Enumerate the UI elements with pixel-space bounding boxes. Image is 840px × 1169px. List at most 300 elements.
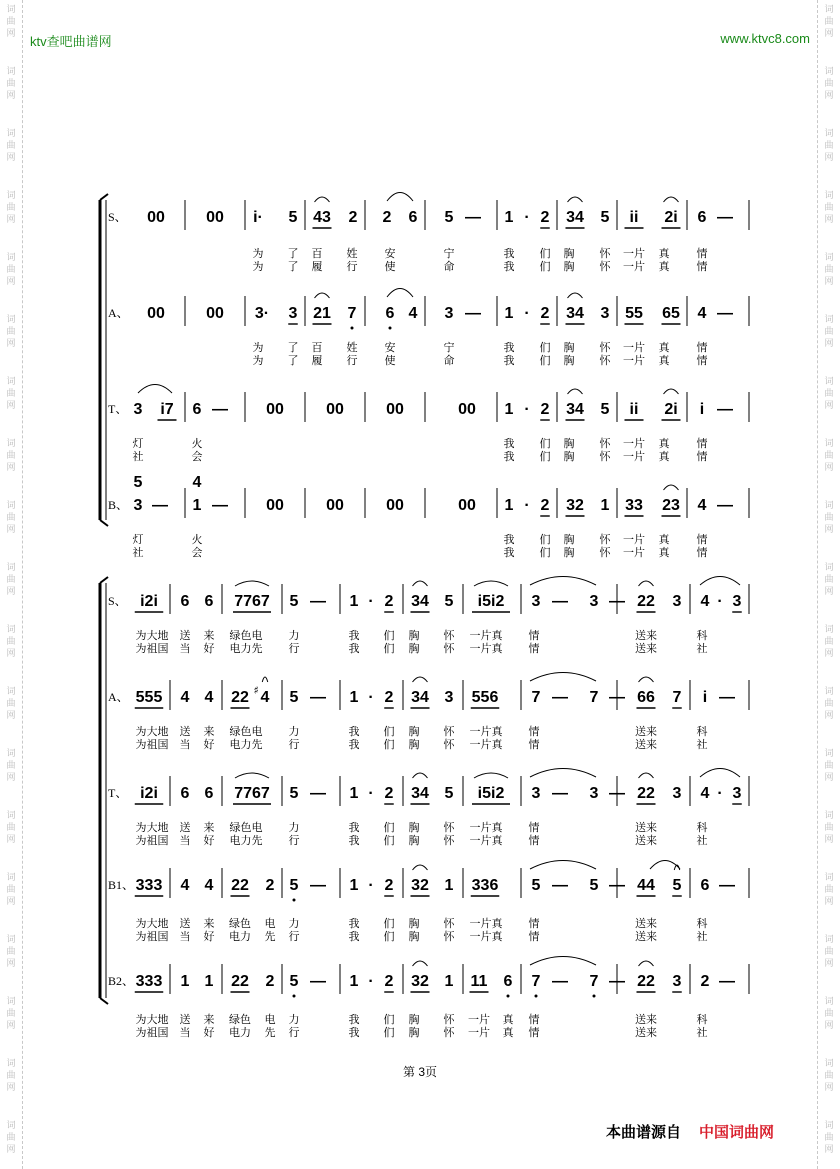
watermark-char: 曲: [6, 451, 16, 461]
jianpu-note: 1: [504, 401, 514, 418]
source-site-link[interactable]: 中国词曲网: [699, 1123, 775, 1141]
source-credit: [606, 1121, 774, 1142]
lyric-syllable: 为大地: [135, 917, 169, 930]
lyric-syllable: 胸: [408, 930, 420, 943]
lyric-syllable: 来: [203, 725, 215, 738]
watermark-char: 曲: [6, 575, 16, 585]
lyric-syllable: 科: [696, 1013, 708, 1026]
watermark-char: 词: [824, 439, 834, 449]
watermark-char: 词: [824, 191, 834, 201]
jianpu-note: 6: [204, 593, 214, 610]
lyric-syllable: 来: [203, 917, 215, 930]
lyric-syllable: 胸: [408, 834, 420, 847]
jianpu-note: 7767: [234, 785, 270, 802]
lyric-syllable: 为祖国: [135, 834, 169, 847]
lyric-syllable: 怀: [443, 629, 455, 642]
lyric-syllable: 行: [288, 1026, 300, 1039]
sustain-dash: —: [719, 689, 735, 706]
watermark-char: 词: [824, 625, 834, 635]
jianpu-note: ·: [524, 209, 530, 226]
jianpu-note: 00: [206, 305, 224, 322]
jianpu-note: 3: [444, 689, 454, 706]
lyric-syllable: 们: [383, 930, 395, 943]
lyric-syllable: 灯: [132, 437, 144, 450]
lyric-syllable: 了: [287, 247, 299, 260]
jianpu-note: ·: [368, 785, 374, 802]
lyric-syllable: 一片真: [469, 917, 503, 930]
voice-label: B2、: [108, 974, 135, 988]
lyric-syllable: 姓: [346, 247, 358, 260]
watermark-char: 网: [6, 29, 16, 39]
watermark-char: 词: [6, 749, 16, 759]
lyric-syllable: 胸: [408, 1026, 420, 1039]
watermark-char: 曲: [824, 141, 834, 151]
watermark-char: 曲: [824, 947, 834, 957]
lyric-syllable: 情: [696, 450, 708, 463]
lyric-syllable: 怀: [599, 437, 611, 450]
jianpu-note: 3: [672, 593, 682, 610]
watermark-char: 词: [6, 687, 16, 697]
lyric-syllable: 来: [203, 821, 215, 834]
lyric-syllable: 社: [696, 1026, 708, 1039]
watermark-char: 词: [824, 5, 834, 15]
watermark-char: 网: [824, 525, 834, 535]
lyric-syllable: 真: [502, 1013, 514, 1026]
jianpu-note: ·: [524, 401, 530, 418]
lyric-syllable: 火: [191, 533, 203, 546]
jianpu-note: 6: [192, 401, 202, 418]
watermark-char: 曲: [824, 575, 834, 585]
watermark-char: 曲: [6, 203, 16, 213]
jianpu-note: 4: [408, 305, 418, 322]
lyric-syllable: 先: [264, 930, 276, 943]
lyric-syllable: 科: [696, 917, 708, 930]
voice-label: B1、: [108, 878, 135, 892]
lyric-syllable: 社: [132, 546, 144, 559]
jianpu-note: 2: [382, 209, 392, 226]
lyric-syllable: 为大地: [135, 1013, 169, 1026]
lyric-syllable: 胸: [408, 629, 420, 642]
jianpu-note: 2: [348, 209, 358, 226]
sustain-dash: —: [465, 305, 481, 322]
lyric-syllable: 电力: [229, 1026, 251, 1039]
lyric-syllable: 一片真: [469, 821, 503, 834]
jianpu-note: 4: [204, 689, 214, 706]
lyric-syllable: 行: [288, 930, 300, 943]
slur-mark: [413, 865, 428, 870]
watermark-char: 曲: [824, 79, 834, 89]
watermark-char: 网: [6, 401, 16, 411]
watermark-char: 网: [824, 897, 834, 907]
slur-mark: [568, 197, 583, 202]
watermark-char: 曲: [6, 389, 16, 399]
sustain-dash: —: [717, 497, 733, 514]
watermark-char: 词: [824, 315, 834, 325]
watermark-char: 词: [824, 997, 834, 1007]
watermark-char: 词: [6, 625, 16, 635]
lyric-syllable: 来: [203, 1013, 215, 1026]
lyric-syllable: 命: [443, 260, 455, 273]
lyric-syllable: 们: [539, 546, 551, 559]
lyric-syllable: 真: [658, 341, 670, 354]
lyric-syllable: 们: [383, 725, 395, 738]
lyric-syllable: 我: [503, 341, 515, 354]
watermark-char: 曲: [6, 265, 16, 275]
watermark-char: 曲: [6, 1009, 16, 1019]
lyric-syllable: 们: [383, 821, 395, 834]
watermark-char: 词: [6, 67, 16, 77]
lyric-syllable: 送: [179, 725, 191, 738]
lyric-syllable: 电力先: [229, 642, 263, 655]
jianpu-note: 00: [147, 209, 165, 226]
lyric-syllable: 们: [383, 642, 395, 655]
jianpu-note: 3: [589, 593, 599, 610]
lyric-syllable: 力: [288, 1013, 300, 1026]
sustain-dash: —: [552, 973, 568, 990]
lyric-syllable: 我: [503, 437, 515, 450]
jianpu-note: i2i: [140, 593, 158, 610]
lyric-syllable: 当: [179, 1026, 191, 1039]
watermark-char: 网: [6, 215, 16, 225]
sustain-dash: —: [465, 209, 481, 226]
lyric-syllable: 情: [528, 725, 540, 738]
lyric-syllable: 胸: [408, 642, 420, 655]
lyric-syllable: 送来: [635, 725, 657, 738]
lyric-syllable: 胸: [563, 260, 575, 273]
jianpu-note: 336: [471, 877, 499, 894]
lyric-syllable: 们: [539, 354, 551, 367]
watermark-char: 词: [824, 377, 834, 387]
jianpu-note: 2: [700, 973, 710, 990]
lyric-syllable: 为: [252, 247, 264, 260]
sustain-dash: —: [310, 593, 326, 610]
lyric-syllable: 我: [348, 834, 360, 847]
slur-mark: [413, 581, 428, 586]
watermark-char: 曲: [6, 761, 16, 771]
lyric-syllable: 行: [288, 738, 300, 751]
lyric-syllable: 胸: [408, 1013, 420, 1026]
lyric-syllable: 履: [311, 260, 323, 273]
jianpu-note: 3: [531, 785, 541, 802]
jianpu-note: ·: [717, 785, 723, 802]
lyric-syllable: 怀: [443, 1026, 455, 1039]
lyric-syllable: 怀: [443, 917, 455, 930]
lyric-syllable: 当: [179, 834, 191, 847]
lyric-syllable: 为大地: [135, 821, 169, 834]
lyric-syllable: 好: [203, 738, 215, 751]
jianpu-note: 3: [600, 305, 610, 322]
jianpu-note: 5: [289, 973, 299, 990]
lyric-syllable: 好: [203, 1026, 215, 1039]
jianpu-note: 7: [589, 689, 599, 706]
lyric-syllable: 百: [311, 247, 323, 260]
jianpu-note: 22: [231, 973, 249, 990]
slur-mark: [413, 773, 428, 778]
watermark-char: 网: [824, 215, 834, 225]
lyric-syllable: 情: [528, 629, 540, 642]
watermark-char: 曲: [824, 1133, 834, 1143]
lyric-syllable: 情: [528, 821, 540, 834]
watermark-char: 词: [6, 315, 16, 325]
watermark-char: 曲: [6, 79, 16, 89]
lyric-syllable: 一片: [623, 260, 645, 273]
watermark-char: 网: [824, 1021, 834, 1031]
jianpu-note: 3: [589, 785, 599, 802]
lyric-syllable: 我: [348, 930, 360, 943]
lyric-syllable: 怀: [443, 930, 455, 943]
watermark-char: 词: [6, 253, 16, 263]
slur-mark: [315, 197, 330, 202]
watermark-char: 词: [6, 191, 16, 201]
lyric-syllable: 送来: [635, 738, 657, 751]
lyric-syllable: 当: [179, 738, 191, 751]
lyric-syllable: 我: [348, 738, 360, 751]
lyric-syllable: 真: [658, 354, 670, 367]
lyric-syllable: 好: [203, 642, 215, 655]
watermark-char: 曲: [6, 141, 16, 151]
jianpu-note: 3: [732, 785, 742, 802]
lyric-syllable: 们: [383, 1013, 395, 1026]
lyric-syllable: 为大地: [135, 629, 169, 642]
slur-mark: [664, 485, 679, 490]
jianpu-note: 1: [504, 209, 514, 226]
lyric-syllable: 送: [179, 1013, 191, 1026]
slur-mark: [568, 389, 583, 394]
jianpu-note: 34: [411, 785, 429, 802]
jianpu-note: 1: [192, 497, 202, 514]
watermark-char: 曲: [6, 947, 16, 957]
lyric-syllable: 我: [503, 533, 515, 546]
bracket-hook: [100, 520, 108, 526]
slur-mark: [664, 197, 679, 202]
sustain-dash: —: [552, 593, 568, 610]
jianpu-note: 5: [531, 877, 541, 894]
lyric-syllable: 会: [191, 450, 203, 463]
slur-mark: [639, 581, 654, 586]
sustain-dash: —: [212, 497, 228, 514]
jianpu-note: 6: [180, 593, 190, 610]
watermark-char: 网: [824, 153, 834, 163]
lyric-syllable: 怀: [599, 247, 611, 260]
jianpu-note: 22: [231, 877, 249, 894]
header-site-url[interactable]: www.ktvc8.com: [720, 31, 810, 46]
watermark-char: 曲: [824, 637, 834, 647]
lyric-syllable: 当: [179, 642, 191, 655]
jianpu-note: 00: [206, 209, 224, 226]
watermark-char: 网: [824, 339, 834, 349]
lyric-syllable: 电力先: [229, 738, 263, 751]
jianpu-note: 3·: [254, 305, 270, 322]
jianpu-note: i5i2: [477, 785, 505, 802]
jianpu-note: 1: [349, 973, 359, 990]
lyric-syllable: 电力先: [229, 834, 263, 847]
watermark-char: 词: [824, 67, 834, 77]
lyric-syllable: 情: [696, 247, 708, 260]
watermark-char: 词: [824, 687, 834, 697]
voice-label: A、: [108, 306, 129, 320]
watermark-char: 词: [824, 253, 834, 263]
lyric-syllable: 姓: [346, 341, 358, 354]
watermark-char: 曲: [6, 1071, 16, 1081]
voice-label: T、: [108, 402, 128, 416]
watermark-char: 词: [6, 873, 16, 883]
lyric-syllable: 一片: [468, 1013, 490, 1026]
page-number: 第 3页: [402, 1065, 437, 1079]
header-site-name[interactable]: ktv查吧曲谱网: [30, 34, 112, 49]
watermark-char: 网: [6, 897, 16, 907]
jianpu-note: 1: [349, 593, 359, 610]
jianpu-note: 5: [289, 593, 299, 610]
low-octave-dot: [351, 327, 354, 330]
jianpu-note: 00: [326, 497, 344, 514]
jianpu-note: 4: [204, 877, 214, 894]
watermark-char: 曲: [824, 885, 834, 895]
slur-mark: [262, 677, 268, 682]
lyric-syllable: 行: [346, 354, 358, 367]
watermark-char: 词: [6, 5, 16, 15]
watermark-char: 网: [6, 339, 16, 349]
jianpu-note: 6: [385, 305, 395, 322]
tie-mark: [138, 385, 172, 394]
lyric-syllable: 使: [384, 260, 396, 273]
tie-mark: [530, 957, 596, 966]
watermark-char: 曲: [824, 823, 834, 833]
lyric-syllable: 胸: [563, 341, 575, 354]
lyric-syllable: 胸: [563, 247, 575, 260]
lyric-syllable: 为祖国: [135, 738, 169, 751]
sustain-dash: —: [609, 593, 625, 610]
lyric-syllable: 科: [696, 821, 708, 834]
lyric-syllable: 为: [252, 341, 264, 354]
tie-mark: [530, 577, 596, 586]
lyric-syllable: 力: [288, 725, 300, 738]
watermark-char: 网: [6, 463, 16, 473]
lyric-syllable: 怀: [599, 354, 611, 367]
watermark-char: 词: [6, 501, 16, 511]
jianpu-note: 6: [700, 877, 710, 894]
lyric-syllable: 怀: [599, 546, 611, 559]
slur-mark: [568, 293, 583, 298]
slur-mark: [413, 961, 428, 966]
lyric-syllable: 情: [696, 341, 708, 354]
jianpu-note: 65: [662, 305, 680, 322]
lyric-syllable: 怀: [443, 821, 455, 834]
lyric-syllable: 情: [528, 834, 540, 847]
lyric-syllable: 命: [443, 354, 455, 367]
jianpu-note: 22: [637, 973, 655, 990]
lyric-syllable: 我: [503, 546, 515, 559]
lyric-syllable: 绿色: [229, 1013, 251, 1026]
voice-label: B、: [108, 498, 129, 512]
lyric-syllable: 百: [311, 341, 323, 354]
lyric-syllable: 情: [696, 354, 708, 367]
source-label: 本曲谱源自: [606, 1123, 682, 1141]
jianpu-note: 34: [411, 593, 429, 610]
upper-note: 4: [192, 474, 202, 491]
jianpu-note: 3: [672, 973, 682, 990]
lyric-syllable: 社: [132, 450, 144, 463]
jianpu-note: 34: [566, 305, 584, 322]
low-octave-dot: [507, 995, 510, 998]
jianpu-note: 6: [697, 209, 707, 226]
jianpu-note: 556: [471, 689, 499, 706]
jianpu-note: 1: [444, 877, 454, 894]
watermark-char: 词: [824, 873, 834, 883]
jianpu-note: 3: [732, 593, 742, 610]
lyric-syllable: 们: [539, 437, 551, 450]
lyric-syllable: 胸: [408, 725, 420, 738]
lyric-syllable: 真: [658, 450, 670, 463]
lyric-syllable: 胸: [563, 437, 575, 450]
lyric-syllable: 送来: [635, 821, 657, 834]
jianpu-note: 4: [260, 689, 270, 706]
jianpu-note: 32: [411, 877, 429, 894]
lyric-syllable: 们: [539, 341, 551, 354]
lyric-syllable: 一片真: [469, 738, 503, 751]
jianpu-note: 2: [540, 209, 550, 226]
lyric-syllable: 一片真: [469, 629, 503, 642]
lyric-syllable: 送来: [635, 642, 657, 655]
sustain-dash: —: [152, 497, 168, 514]
watermark-char: 曲: [824, 1009, 834, 1019]
lyric-syllable: 一片: [623, 341, 645, 354]
watermark-char: 曲: [824, 761, 834, 771]
watermark-char: 词: [6, 811, 16, 821]
sustain-dash: —: [717, 305, 733, 322]
lyric-syllable: 行: [288, 834, 300, 847]
lyric-syllable: 先: [264, 1026, 276, 1039]
slur-mark: [639, 961, 654, 966]
bracket-hook: [100, 577, 108, 583]
lyric-syllable: 宁: [443, 247, 455, 260]
jianpu-note: 5: [444, 593, 454, 610]
jianpu-note: ·: [368, 877, 374, 894]
lyric-syllable: 为大地: [135, 725, 169, 738]
watermark-char: 网: [824, 835, 834, 845]
low-octave-dot: [293, 899, 296, 902]
low-octave-dot: [535, 995, 538, 998]
jianpu-note: 4: [697, 305, 707, 322]
jianpu-note: 3: [672, 785, 682, 802]
watermark-char: 网: [6, 959, 16, 969]
lyric-syllable: 好: [203, 834, 215, 847]
sustain-dash: —: [310, 973, 326, 990]
jianpu-note: 1: [180, 973, 190, 990]
jianpu-note: 5: [289, 877, 299, 894]
watermark-char: 词: [6, 377, 16, 387]
lyric-syllable: 了: [287, 260, 299, 273]
jianpu-note: 4: [180, 877, 190, 894]
watermark-char: 网: [824, 29, 834, 39]
jianpu-note: 4: [700, 785, 710, 802]
jianpu-note: i: [702, 689, 708, 706]
jianpu-note: 2: [265, 973, 275, 990]
jianpu-note: 333: [135, 877, 163, 894]
watermark-char: 网: [824, 277, 834, 287]
watermark-char: 词: [824, 563, 834, 573]
lyric-syllable: 我: [348, 917, 360, 930]
jianpu-note: 3: [531, 593, 541, 610]
jianpu-note: ·: [524, 497, 530, 514]
jianpu-note: 00: [326, 401, 344, 418]
lyric-syllable: 会: [191, 546, 203, 559]
lyric-syllable: 们: [539, 260, 551, 273]
lyric-syllable: 送: [179, 917, 191, 930]
lyric-syllable: 使: [384, 354, 396, 367]
lyric-syllable: 一片: [623, 533, 645, 546]
watermark-char: 曲: [824, 327, 834, 337]
lyric-syllable: 当: [179, 930, 191, 943]
